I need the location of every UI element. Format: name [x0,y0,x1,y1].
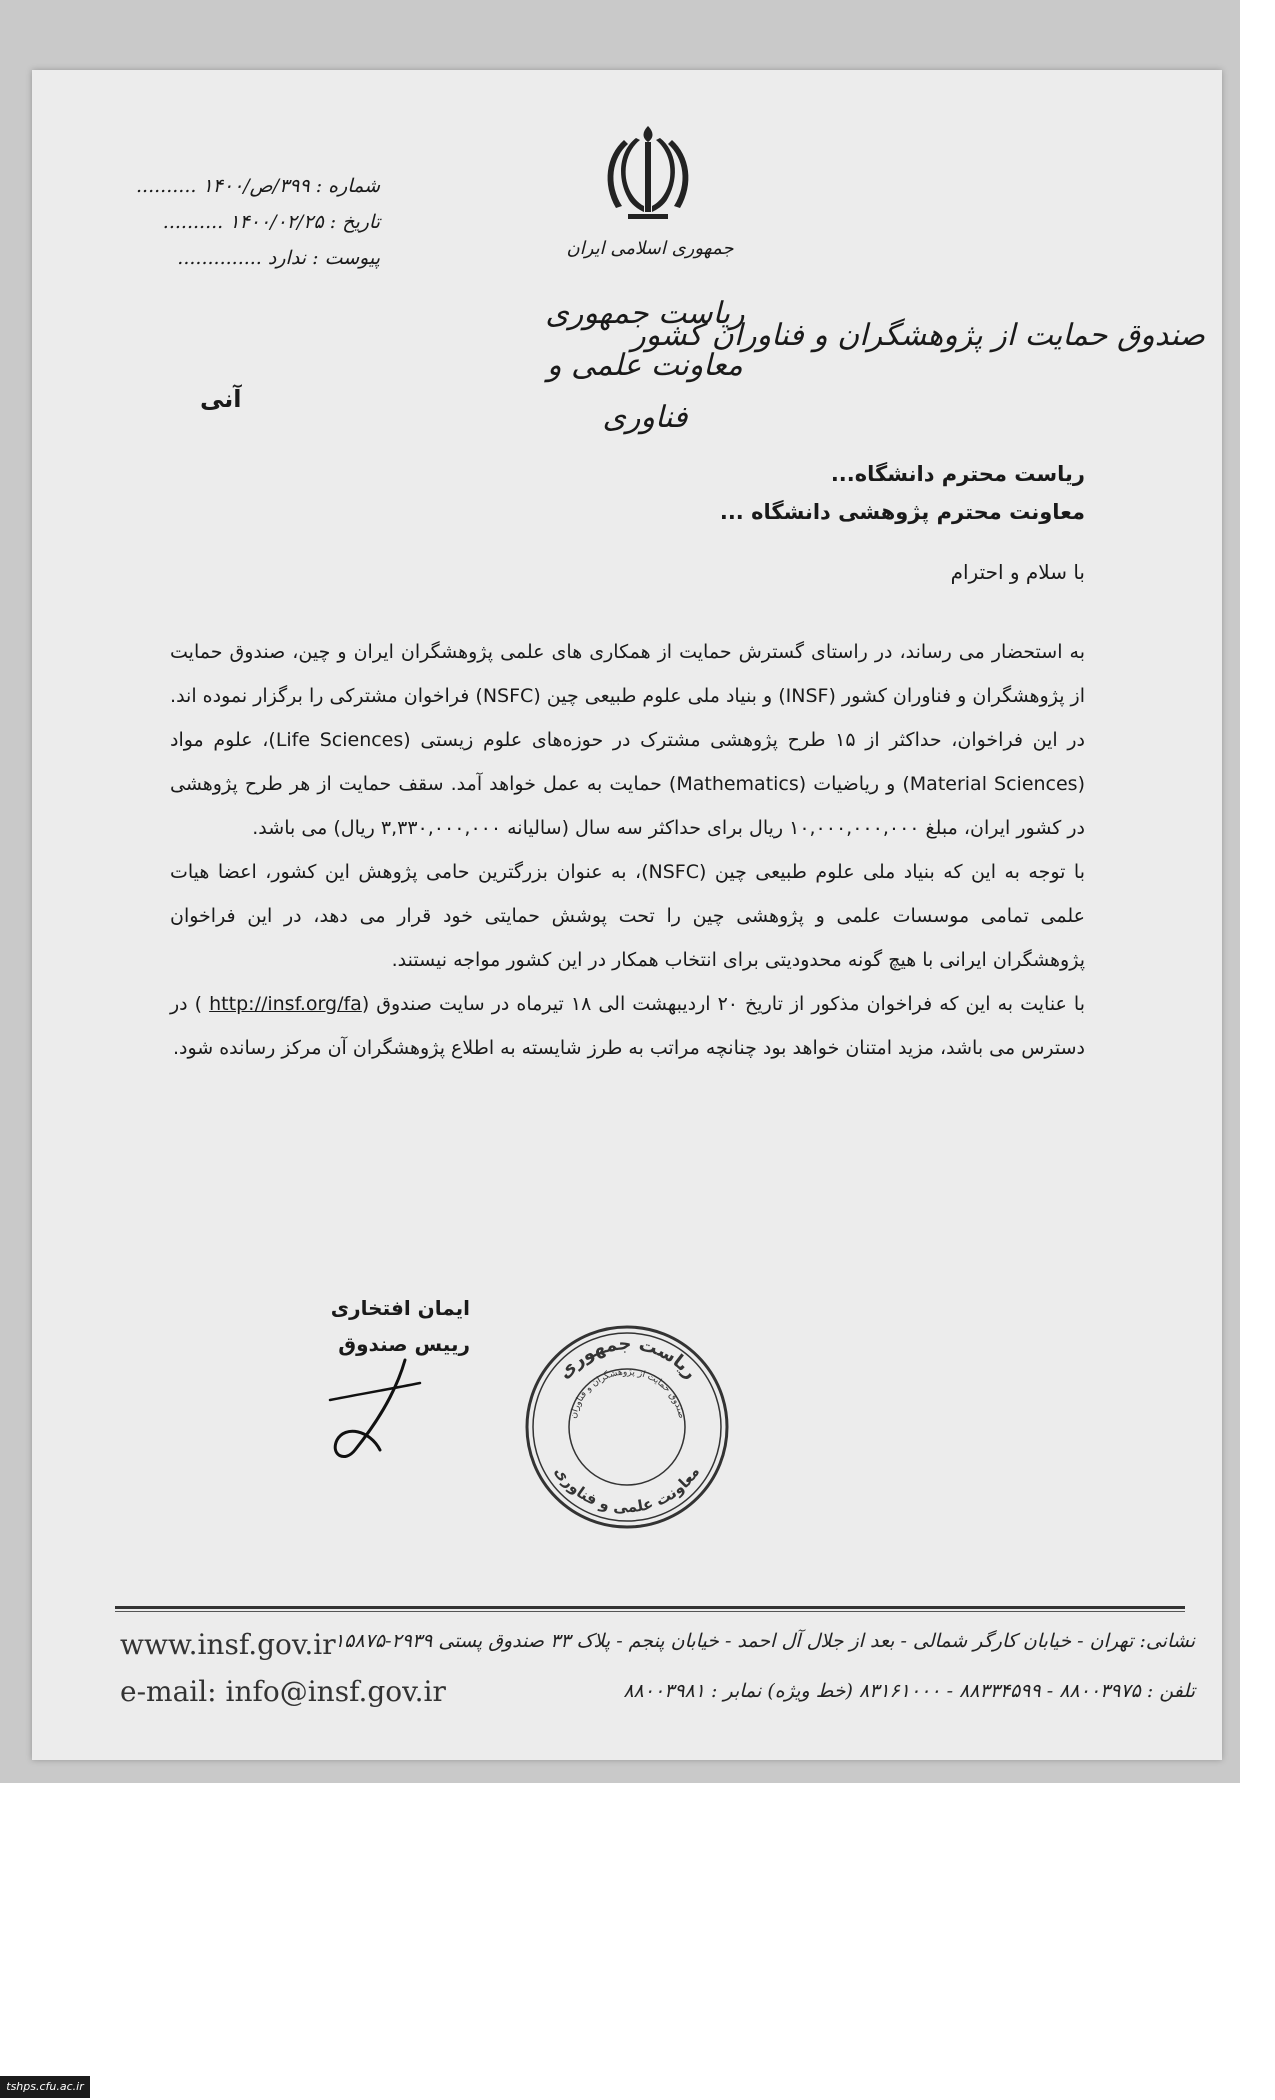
iran-emblem-icon [598,118,698,228]
signer-title: رییس صندوق [338,1332,470,1356]
handwritten-signature [325,1355,435,1465]
letter-number: شماره : ۳۹۹/ص/۱۴۰۰ .......... [136,175,380,197]
source-badge: tshps.cfu.ac.ir [0,2076,90,2098]
footer-address: نشانی: تهران - خیابان کارگر شمالی - بعد از جلال آل احمد - خیابان پنجم - پلاک ۳۳ صندوق پستی ۲۹۳۹-۱۵۸۷۵ [334,1630,1195,1652]
official-stamp [520,1320,735,1535]
footer-website[interactable]: www.insf.gov.ir [120,1628,336,1661]
letter-date: تاریخ : ۱۴۰۰/۰۲/۲۵ .......... [162,211,380,233]
greeting: با سلام و احترام [950,560,1085,584]
presidency-line: ریاست جمهوری [545,296,745,331]
stamp-top-text: ریاست جمهوری [553,1333,702,1384]
recipients [385,455,1085,531]
letter-number-value: ۳۹۹/ص/۱۴۰۰ [202,175,310,197]
body-paragraph-2: در این فراخوان، حداکثر از ۱۵ طرح پژوهشی مشترک در حوزه‌های علوم زیستی (Life Sciences)، علوم مواد (Material Sciences) و ریاضیات (Mathematics) حمایت به عمل خواهد آمد. سقف حمایت از هر طرح پژوهشی در کشور ایران، مبلغ ۱۰,۰۰۰,۰۰۰,۰۰۰ ریال برای حداکثر سه سال (سالیانه ۳,۳۳۰,۰۰۰,۰۰۰ ریال) می باشد. [170,729,1086,839]
footer-phones: تلفن : ۸۸۰۰۳۹۷۵ - ۸۸۳۳۴۵۹۹ - ۸۳۱۶۱۰۰۰ (خط ویژه) نمابر : ۸۸۰۰۳۹۸۱ [623,1680,1195,1702]
recipient-line-2: معاونت محترم پژوهشی دانشگاه ... [719,500,1085,524]
letter-attachment: پیوست : ندارد .............. [177,247,380,269]
stamp-bottom-text: معاونت علمی و فناوری [550,1462,704,1517]
signer-block [320,1290,470,1362]
vice-presidency-line: معاونت علمی و فناوری [547,348,743,435]
presidency-heading [515,288,775,444]
letter-date-value: ۱۴۰۰/۰۲/۲۵ [229,211,324,233]
body-paragraph-4: با عنایت به این که فراخوان مذکور از تاریخ ۲۰ اردیبهشت الی ۱۸ تیرماه در سایت صندوق (http://insf.org/fa ) در دسترس می باشد، مزید امتنان خواهد بود چنانچه مراتب به طرز شایسته به اطلاع پژوهشگران آن مرکز رسانده شود. [170,993,1086,1059]
body-paragraph-3: با توجه به این که بنیاد ملی علوم طبیعی چین (NSFC)، به عنوان بزرگترین حامی پژوهش این کشور، اعضا هیات علمی تمامی موسسات علمی و پژوهشی چین را تحت پوشش حمایتی خود قرار می دهد، در این فراخوان پژوهشگران ایرانی با هیچ گونه محدودیتی برای انتخاب همکار در این کشور مواجه نیستند. [170,861,1085,971]
emblem-caption: جمهوری اسلامی ایران [566,238,734,259]
stamp-inner-text: صندوق حمایت از پژوهشگران و فناوران [568,1367,687,1420]
fund-title: صندوق حمایت از پژوهشگران و فناوران کشور [631,318,1205,353]
body-paragraph-1: به استحضار می رساند، در راستای گسترش حمایت از همکاری های علمی پژوهشگران ایران و چین، صندوق حمایت از پژوهشگران و فناوران کشور (INSF) و بنیاد ملی علوم طبیعی چین (NSFC) فراخوان مشترکی را برگزار نموده اند. [170,641,1085,707]
letter-attachment-value: ندارد [267,247,307,269]
footer-email[interactable]: e-mail: info@insf.gov.ir [120,1675,446,1708]
svg-text:معاونت علمی و فناوری [551,1463,703,1516]
svg-text:صندوق حمایت از پژوهشگران و فنا [569,1367,687,1419]
recipient-line-1: ریاست محترم دانشگاه... [830,462,1085,486]
letter-metadata [80,175,380,283]
signer-name: ایمان افتخاری [330,1296,470,1320]
letter-body [170,630,1085,1070]
footer-divider [115,1606,1185,1609]
call-website-link[interactable]: http://insf.org/fa [209,993,362,1015]
footer-divider-thin [115,1611,1185,1612]
priority-label: آنی [200,385,242,413]
